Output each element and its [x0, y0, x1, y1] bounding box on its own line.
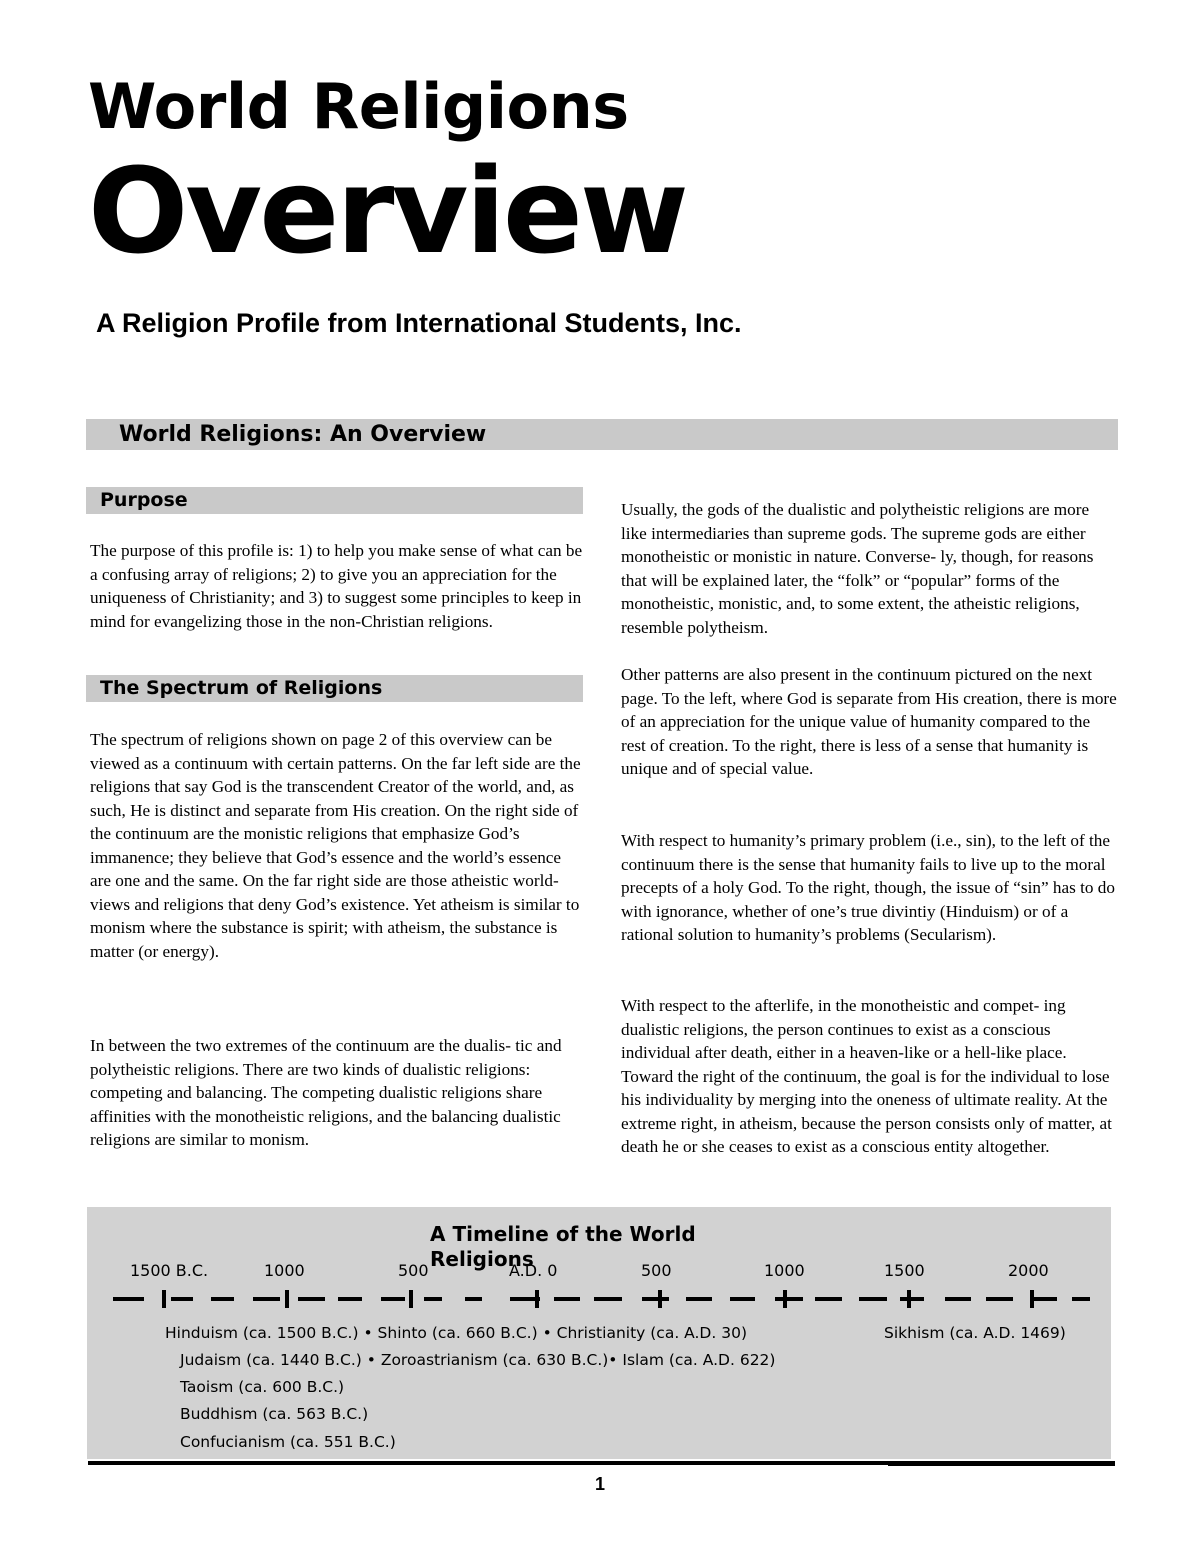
tick-label: 1500	[884, 1261, 925, 1280]
right-paragraph-4: With respect to the afterlife, in the monotheistic and compet- ing dualistic religions, the person continues to exist as a conscious individual after death, either in a heaven-like or a hell-like place. Toward the right of the continuum, the goal is for the individual to lose his individuality by merging into the oneness of ultimate reality. At the extreme right, in atheism, because the person consists only of matter, at death he or she ceases to exist as a conscious entity altogether.	[621, 996, 1112, 1156]
title-line-2: Overview	[88, 142, 686, 280]
bullet-separator: •	[366, 1351, 376, 1369]
tick-label: 1000	[264, 1261, 305, 1280]
timeline-item-hinduism: Hinduism (ca. 1500 B.C.)	[165, 1324, 359, 1342]
tick-label: A.D. 0	[509, 1261, 558, 1280]
spectrum-heading: The Spectrum of Religions	[86, 675, 583, 702]
tick-label: 500	[641, 1261, 672, 1280]
tick-label: 1500 B.C.	[130, 1261, 209, 1280]
timeline-item-christianity: Christianity (ca. A.D. 30)	[556, 1324, 747, 1342]
bullet-separator: •	[542, 1324, 552, 1342]
subtitle: A Religion Profile from International Students, Inc.	[96, 308, 742, 338]
spectrum-paragraph-1: The spectrum of religions shown on page 2 of this overview can be viewed as a continuum with certain patterns. On the far left side are the religions that say God is the transcendent Creator of the world, and, as such, He is distinct and separate from His creation. On the right side of the continuum are the monistic religions that emphasize God’s immanence; they believe that God’s essence and the world’s essence are one and the same. On the far right side are those atheistic world- views and religions that deny God’s existence. Yet atheism is similar to monism where the substance is spirit; with atheism, the substance is matter (or energy).	[90, 730, 581, 961]
timeline-item-islam: Islam (ca. A.D. 622)	[622, 1351, 776, 1369]
purpose-text: The purpose of this profile is: 1) to help you make sense of what can be a confusing array of religions; 2) to give you an appreciation for the uniqueness of Christianity; and 3) to suggest some principles to keep in mind for evangelizing those in the non-Christian religions.	[90, 541, 583, 631]
timeline-item-taoism: Taoism (ca. 600 B.C.)	[180, 1378, 345, 1396]
footer-rule-thin	[888, 1465, 1115, 1466]
section-title-bar: World Religions: An Overview	[86, 419, 1118, 450]
right-paragraph-2: Other patterns are also present in the continuum pictured on the next page. To the left, where God is separate from His creation, there is more of an appreciation for the unique value of humanity compared to the rest of creation. To the right, there is less of a sense that humanity is unique and of special value.	[621, 665, 1117, 778]
title-line-1: World Religions	[88, 70, 629, 143]
timeline-row-2	[180, 1351, 775, 1369]
bullet-separator: •	[608, 1351, 618, 1369]
timeline-title: A Timeline of the World Religions	[430, 1222, 696, 1271]
right-paragraph-1: Usually, the gods of the dualistic and polytheistic religions are more like intermediaries than supreme gods. The supreme gods are either monotheistic or monistic in nature. Converse- ly, though, for reasons that will be explained later, the “folk” or “popular” forms of the monotheistic, monistic, and, to some extent, the atheistic religions, resemble polytheism.	[621, 500, 1094, 637]
spectrum-paragraph-2: In between the two extremes of the continuum are the dualis- tic and polytheistic religions. There are two kinds of dualistic religions: competing and balancing. The competing dualistic religions share affinities with the monotheistic religions, and the balancing dualistic religions are similar to monism.	[90, 1036, 562, 1149]
timeline-row-1	[165, 1324, 747, 1342]
timeline-item-buddhism: Buddhism (ca. 563 B.C.)	[180, 1405, 369, 1423]
purpose-heading: Purpose	[86, 487, 583, 514]
tick-label: 2000	[1008, 1261, 1049, 1280]
right-paragraph-3: With respect to humanity’s primary problem (i.e., sin), to the left of the continuum there is the sense that humanity fails to live up to the moral precepts of a holy God. To the right, though, the issue of “sin” has to do with ignorance, whether of one’s true divintiy (Hinduism) or of a rational solution to humanity’s problems (Secularism).	[621, 831, 1115, 944]
timeline-item-sikhism: Sikhism (ca. A.D. 1469)	[884, 1324, 1066, 1342]
timeline-item-zoroastrianism: Zoroastrianism (ca. 630 B.C.)	[380, 1351, 609, 1369]
page-number: 1	[594, 1474, 605, 1494]
timeline-item-confucianism: Confucianism (ca. 551 B.C.)	[180, 1433, 396, 1451]
tick-label: 1000	[764, 1261, 805, 1280]
timeline-item-shinto: Shinto (ca. 660 B.C.)	[377, 1324, 538, 1342]
bullet-separator: •	[363, 1324, 373, 1342]
tick-label: 500	[398, 1261, 429, 1280]
timeline-item-judaism: Judaism (ca. 1440 B.C.)	[180, 1351, 362, 1369]
